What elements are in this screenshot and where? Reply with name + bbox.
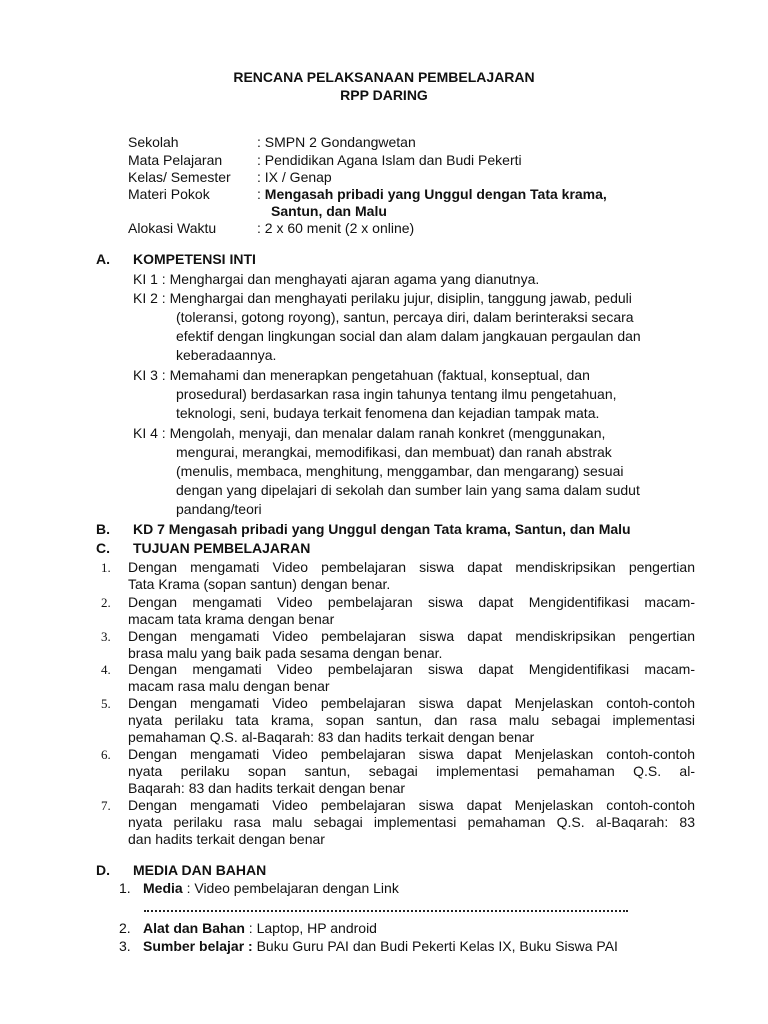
objective-line: Dengan mengamati Video pembelajaran siswa dapat Mengidentifikasi macam- <box>128 594 695 610</box>
ki-line: mengurai, merangkai, memodifikasi, dan membuat) dan ranah abstrak <box>176 444 612 460</box>
identity-label-topic: Materi Pokok <box>128 186 210 202</box>
media-label: Media <box>143 880 183 896</box>
identity-value-topic <box>257 185 607 203</box>
document-subtitle: RPP DARING <box>340 87 428 103</box>
media-label: Sumber belajar : <box>143 938 253 954</box>
objective-line: Dengan mengamati Video pembelajaran siswa dapat mendiskripsikan pengertian <box>128 628 695 644</box>
identity-value-topic-cont: Santun, dan Malu <box>271 203 387 219</box>
objective-number: 5. <box>101 696 111 711</box>
ki-line: KI 1 : Menghargai dan menghayati ajaran agama yang dianutnya. <box>133 271 540 287</box>
media-text: : Video pembelajaran dengan Link <box>182 880 399 896</box>
objective-number: 1. <box>101 560 111 575</box>
objective-line: Dengan mengamati Video pembelajaran siswa dapat Menjelaskan contoh-contoh <box>128 746 695 762</box>
section-b-letter: B. <box>96 521 110 537</box>
media-text: Buku Guru PAI dan Budi Pekerti Kelas IX, Buku Siswa PAI <box>252 938 618 954</box>
identity-topic-colon: : <box>257 186 265 202</box>
ki-line: keberadaannya. <box>176 347 277 363</box>
objective-number: 6. <box>101 747 111 762</box>
objective-line: nyata perilaku rasa malu sebagai implementasi pemahaman Q.S. al-Baqarah: 83 <box>128 814 695 830</box>
objective-number: 2. <box>101 595 111 610</box>
objective-line: macam tata krama dengan benar <box>128 611 335 627</box>
objective-line: Baqarah: 83 dan hadits terkait dengan benar <box>128 780 406 796</box>
objective-line: nyata perilaku tata krama, sopan santun, dan rasa malu sebagai implementasi <box>128 712 695 728</box>
identity-label-class: Kelas/ Semester <box>128 169 231 185</box>
objective-line: brasa malu yang baik pada sesama dengan benar. <box>128 645 443 661</box>
document-title: RENCANA PELAKSANAAN PEMBELAJARAN <box>233 69 535 85</box>
media-text: : Laptop, HP android <box>244 920 377 936</box>
media-label: Alat dan Bahan <box>143 920 245 936</box>
media-item <box>143 919 377 937</box>
section-c-heading: TUJUAN PEMBELAJARAN <box>133 540 311 556</box>
section-a-letter: A. <box>96 251 110 267</box>
section-d-letter: D. <box>96 862 110 878</box>
identity-label-time: Alokasi Waktu <box>128 220 217 236</box>
objective-number: 7. <box>101 798 111 813</box>
ki-line: teknologi, seni, budaya terkait fenomena dan kejadian tampak mata. <box>176 405 600 421</box>
ki-line: KI 3 : Memahami dan menerapkan pengetahuan (faktual, konseptual, dan <box>133 367 590 383</box>
objective-line: Dengan mengamati Video pembelajaran siswa dapat Mengidentifikasi macam- <box>128 661 695 677</box>
ki-line: (toleransi, gotong royong), santun, percaya diri, dalam berinteraksi secara <box>176 309 634 325</box>
section-a-heading: KOMPETENSI INTI <box>133 251 256 267</box>
ki-line: KI 4 : Mengolah, menyaji, dan menalar dalam ranah konkret (menggunakan, <box>133 425 606 441</box>
identity-value-class: : IX / Genap <box>257 169 332 185</box>
objective-number: 3. <box>101 629 111 644</box>
section-d-heading: MEDIA DAN BAHAN <box>133 862 267 878</box>
media-number: 1. <box>119 880 131 896</box>
media-item <box>143 879 399 897</box>
objective-number: 4. <box>101 662 111 677</box>
objective-line: dan hadits terkait dengan benar <box>128 831 325 847</box>
objective-line: nyata perilaku sopan santun, sebagai implementasi pemahaman Q.S. al- <box>128 763 695 779</box>
objective-line: macam rasa malu dengan benar <box>128 678 330 694</box>
identity-label-school: Sekolah <box>128 134 179 150</box>
ki-line: (menulis, membaca, menghitung, menggambar, dan mengarang) sesuai <box>176 463 624 479</box>
media-number: 2. <box>119 920 131 936</box>
identity-topic-text: Mengasah pribadi yang Unggul dengan Tata krama, <box>264 186 607 202</box>
ki-line: efektif dengan lingkungan social dan alam dalam jangkauan pergaulan dan <box>176 328 641 344</box>
media-item <box>143 937 618 955</box>
ki-line: dengan yang dipelajari di sekolah dan sumber lain yang sama dalam sudut <box>176 482 640 498</box>
section-c-letter: C. <box>96 540 110 556</box>
link-placeholder-dots <box>144 908 628 912</box>
identity-value-subject: : Pendidikan Agana Islam dan Budi Pekerti <box>257 152 522 168</box>
objective-line: Dengan mengamati Video pembelajaran siswa dapat Menjelaskan contoh-contoh <box>128 695 695 711</box>
media-number: 3. <box>119 938 131 954</box>
ki-line: prosedural) berdasarkan rasa ingin tahunya tentang ilmu pengetahuan, <box>176 386 617 402</box>
objective-line: Dengan mengamati Video pembelajaran siswa dapat Menjelaskan contoh-contoh <box>128 797 695 813</box>
identity-label-subject: Mata Pelajaran <box>128 152 223 168</box>
objective-line: Dengan mengamati Video pembelajaran siswa dapat mendiskripsikan pengertian <box>128 559 695 575</box>
section-b-heading: KD 7 Mengasah pribadi yang Unggul dengan Tata krama, Santun, dan Malu <box>133 521 631 537</box>
ki-line: KI 2 : Menghargai dan menghayati perilaku jujur, disiplin, tanggung jawab, peduli <box>133 290 632 306</box>
identity-value-time: : 2 x 60 menit (2 x online) <box>257 220 415 236</box>
ki-line: pandang/teori <box>176 501 262 517</box>
identity-value-school: : SMPN 2 Gondangwetan <box>257 134 416 150</box>
objective-line: Tata Krama (sopan santun) dengan benar. <box>128 576 391 592</box>
objective-line: pemahaman Q.S. al-Baqarah: 83 dan hadits terkait dengan benar <box>128 729 535 745</box>
